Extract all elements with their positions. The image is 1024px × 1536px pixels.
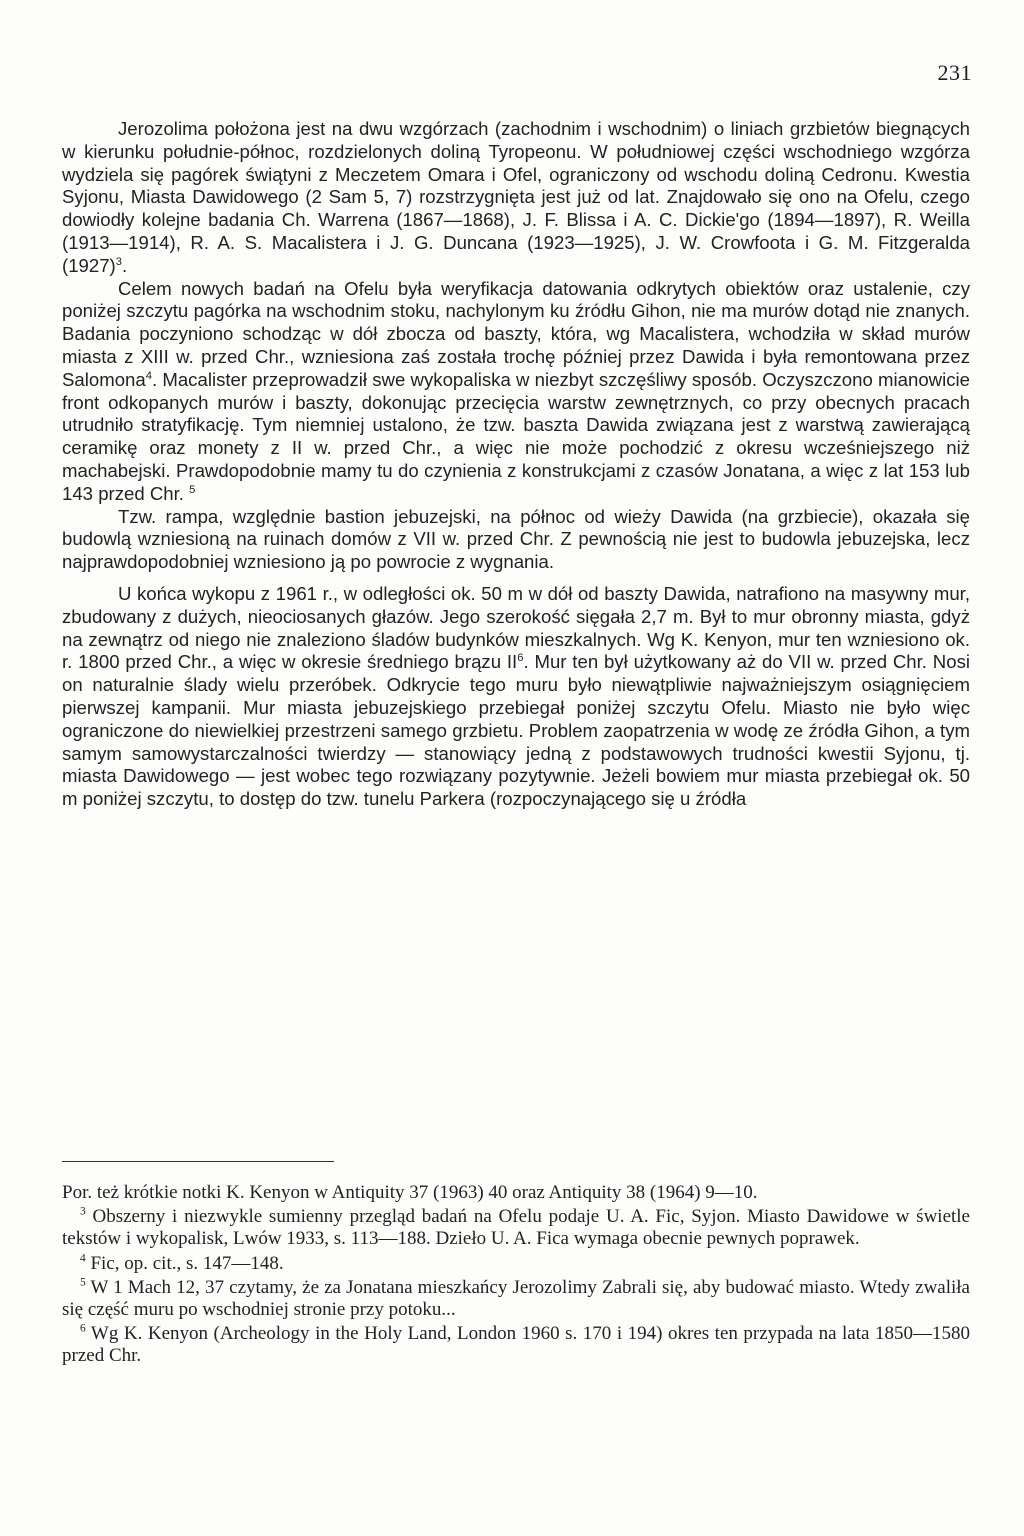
- paragraph-2-text-a: Celem nowych badań na Ofelu była weryfikacja datowania odkrytych obiektów oraz ustalenie, czy poniżej szczytu pagórka na wschodnim stoku, nachylonym ku źródłu Gihon, nie ma murów dotąd nie znanych. Badania poczyniono schodząc w dół zbocza od baszty, która, wg Macalistera, wchodziła w skład murów miasta z XIII w. przed Chr., wzniesiona zaś została trochę później przez Dawida i była remontowana przez Salomona: [62, 277, 970, 390]
- footnote-divider: [62, 1161, 334, 1162]
- footnote-6-text: Wg K. Kenyon (Archeology in the Holy Land, London 1960 s. 170 i 194) okres ten przypada na lata 1850—1580 przed Chr.: [62, 1323, 970, 1367]
- footnote-5-mark: 5: [80, 1276, 86, 1289]
- paragraph-4-text-b: . Mur ten był użytkowany aż do VII w. przed Chr. Nosi on naturalnie ślady wielu przeróbek. Odkrycie tego muru było niewątpliwie najważniejszym osiągnięciem pierwszej kampanii. Mur miasta jebuzejskiego przebiegał poniżej szczytu Ofelu. Miasto nie było więc ograniczone do niewielkiej przestrzeni samego grzbietu. Problem zaopatrzenia w wodę ze źródła Gihon, a tym samym samowystarczalności twierdzy — stanowiący jedną z podstawowych trudności kwestii Syjonu, tj. miasta Dawidowego — jest wobec tego rozwiązany pozytywnie. Jeżeli bowiem mur miasta przebiegał ok. 50 m poniżej szczytu, to dostęp do tzw. tunelu Parkera (rozpoczynającego się u źródła: [62, 651, 970, 810]
- paragraph-2: [62, 278, 970, 506]
- footnote-6: [62, 1323, 970, 1367]
- footnote-4-mark: 4: [80, 1252, 86, 1265]
- footnote-3: [62, 1206, 970, 1250]
- paragraph-1-text: Jerozolima położona jest na dwu wzgórzach (zachodnim i wschodnim) o liniach grzbietów biegnących w kierunku południe-północ, rozdzielonych doliną Tyropeonu. W południowej części wschodniego wzgórza wydziela się pagórek świątyni z Meczetem Omara i Ofel, ograniczony od wschodu doliną Cedronu. Kwestia Syjonu, Miasta Dawidowego (2 Sam 5, 7) rozstrzygnięta jest już od lat. Znajdowało się ono na Ofelu, czego dowiodły kolejne badania Ch. Warrena (1867—1868), J. F. Blissa i A. C. Dickie'go (1894—1897), R. Weilla (1913—1914), R. A. S. Macalistera i J. G. Duncana (1923—1925), J. W. Crowfoota i G. M. Fitzgeralda (1927): [62, 118, 970, 276]
- main-text: [62, 118, 970, 811]
- footnote-5: [62, 1277, 970, 1321]
- paragraph-4-text-a: U końca wykopu z 1961 r., w odległości ok. 50 m w dół od baszty Dawida, natrafiono na masywny mur, zbudowany z dużych, nieociosanych głazów. Jego szerokość sięgała 2,7 m. Był to mur obronny miasta, gdyż na zewnątrz od niego nie znaleziono śladów budynków mieszkalnych. Wg K. Kenyon, mur ten wzniesiono ok. r. 1800 przed Chr., a więc w okresie średniego brązu II: [62, 582, 970, 673]
- footnote-ref-3: 3: [115, 255, 122, 268]
- footnote-ref-4: 4: [145, 369, 152, 382]
- footnote-4-text: Fic, op. cit., s. 147—148.: [90, 1252, 284, 1274]
- footnote-5-text: W 1 Mach 12, 37 czytamy, że za Jonatana mieszkańcy Jerozolimy Zabrali się, aby budować miasto. Wtedy zwaliła się część muru po wschodniej stronie przy potoku...: [62, 1276, 970, 1321]
- footnote-2-continuation: Por. też krótkie notki K. Kenyon w Antiquity 37 (1963) 40 oraz Antiquity 38 (1964) 9—10.: [62, 1182, 758, 1203]
- paragraph-4: [62, 583, 970, 811]
- footnote-ref-5: 5: [189, 483, 196, 496]
- footnote-3-text: Obszerny i niezwykle sumienny przegląd badań na Ofelu podaje U. A. Fic, Syjon. Miasto Dawidowe w świetle tekstów i wykopalisk, Lwów 1933, s. 113—188. Dzieło U. A. Fica wymaga obecnie pewnych poprawek.: [62, 1206, 970, 1250]
- footnotes: [62, 1180, 970, 1368]
- footnote-4: [62, 1253, 970, 1275]
- paragraph-3: Tzw. rampa, względnie bastion jebuzejski, na północ od wieży Dawida (na grzbiecie), okazała się budowlą wzniesioną na ruinach domów z VII w. przed Chr. Z pewnością nie jest to budowla jebuzejska, lecz najprawdopodobniej wzniesiono ją po powrocie z wygnania.: [62, 505, 970, 573]
- paragraph-1: [62, 118, 970, 278]
- footnote-6-mark: 6: [80, 1322, 86, 1335]
- page-number: 231: [937, 60, 972, 85]
- paragraph-2-text-b: . Macalister przeprowadził swe wykopaliska w niezbyt szczęśliwy sposób. Oczyszczono mianowicie front odkopanych murów i baszty, dokonując przecięcia warstw zewnętrznych, co przy obecnych pracach utrudniło stratyfikację. Tym niemniej ustalono, że tzw. baszta Dawida związana jest z warstwą zawierającą ceramikę oraz monety z II w. przed Chr., a więc nie może pochodzić z okresu wcześniejszego niż machabejski. Prawdopodobnie mamy tu do czynienia z konstrukcjami z czasów Jonatana, a więc z lat 153 lub 143 przed Chr.: [62, 368, 970, 504]
- footnote-ref-6: 6: [517, 652, 524, 665]
- footnote-3-mark: 3: [80, 1205, 86, 1218]
- paragraph-1-end: .: [121, 254, 128, 276]
